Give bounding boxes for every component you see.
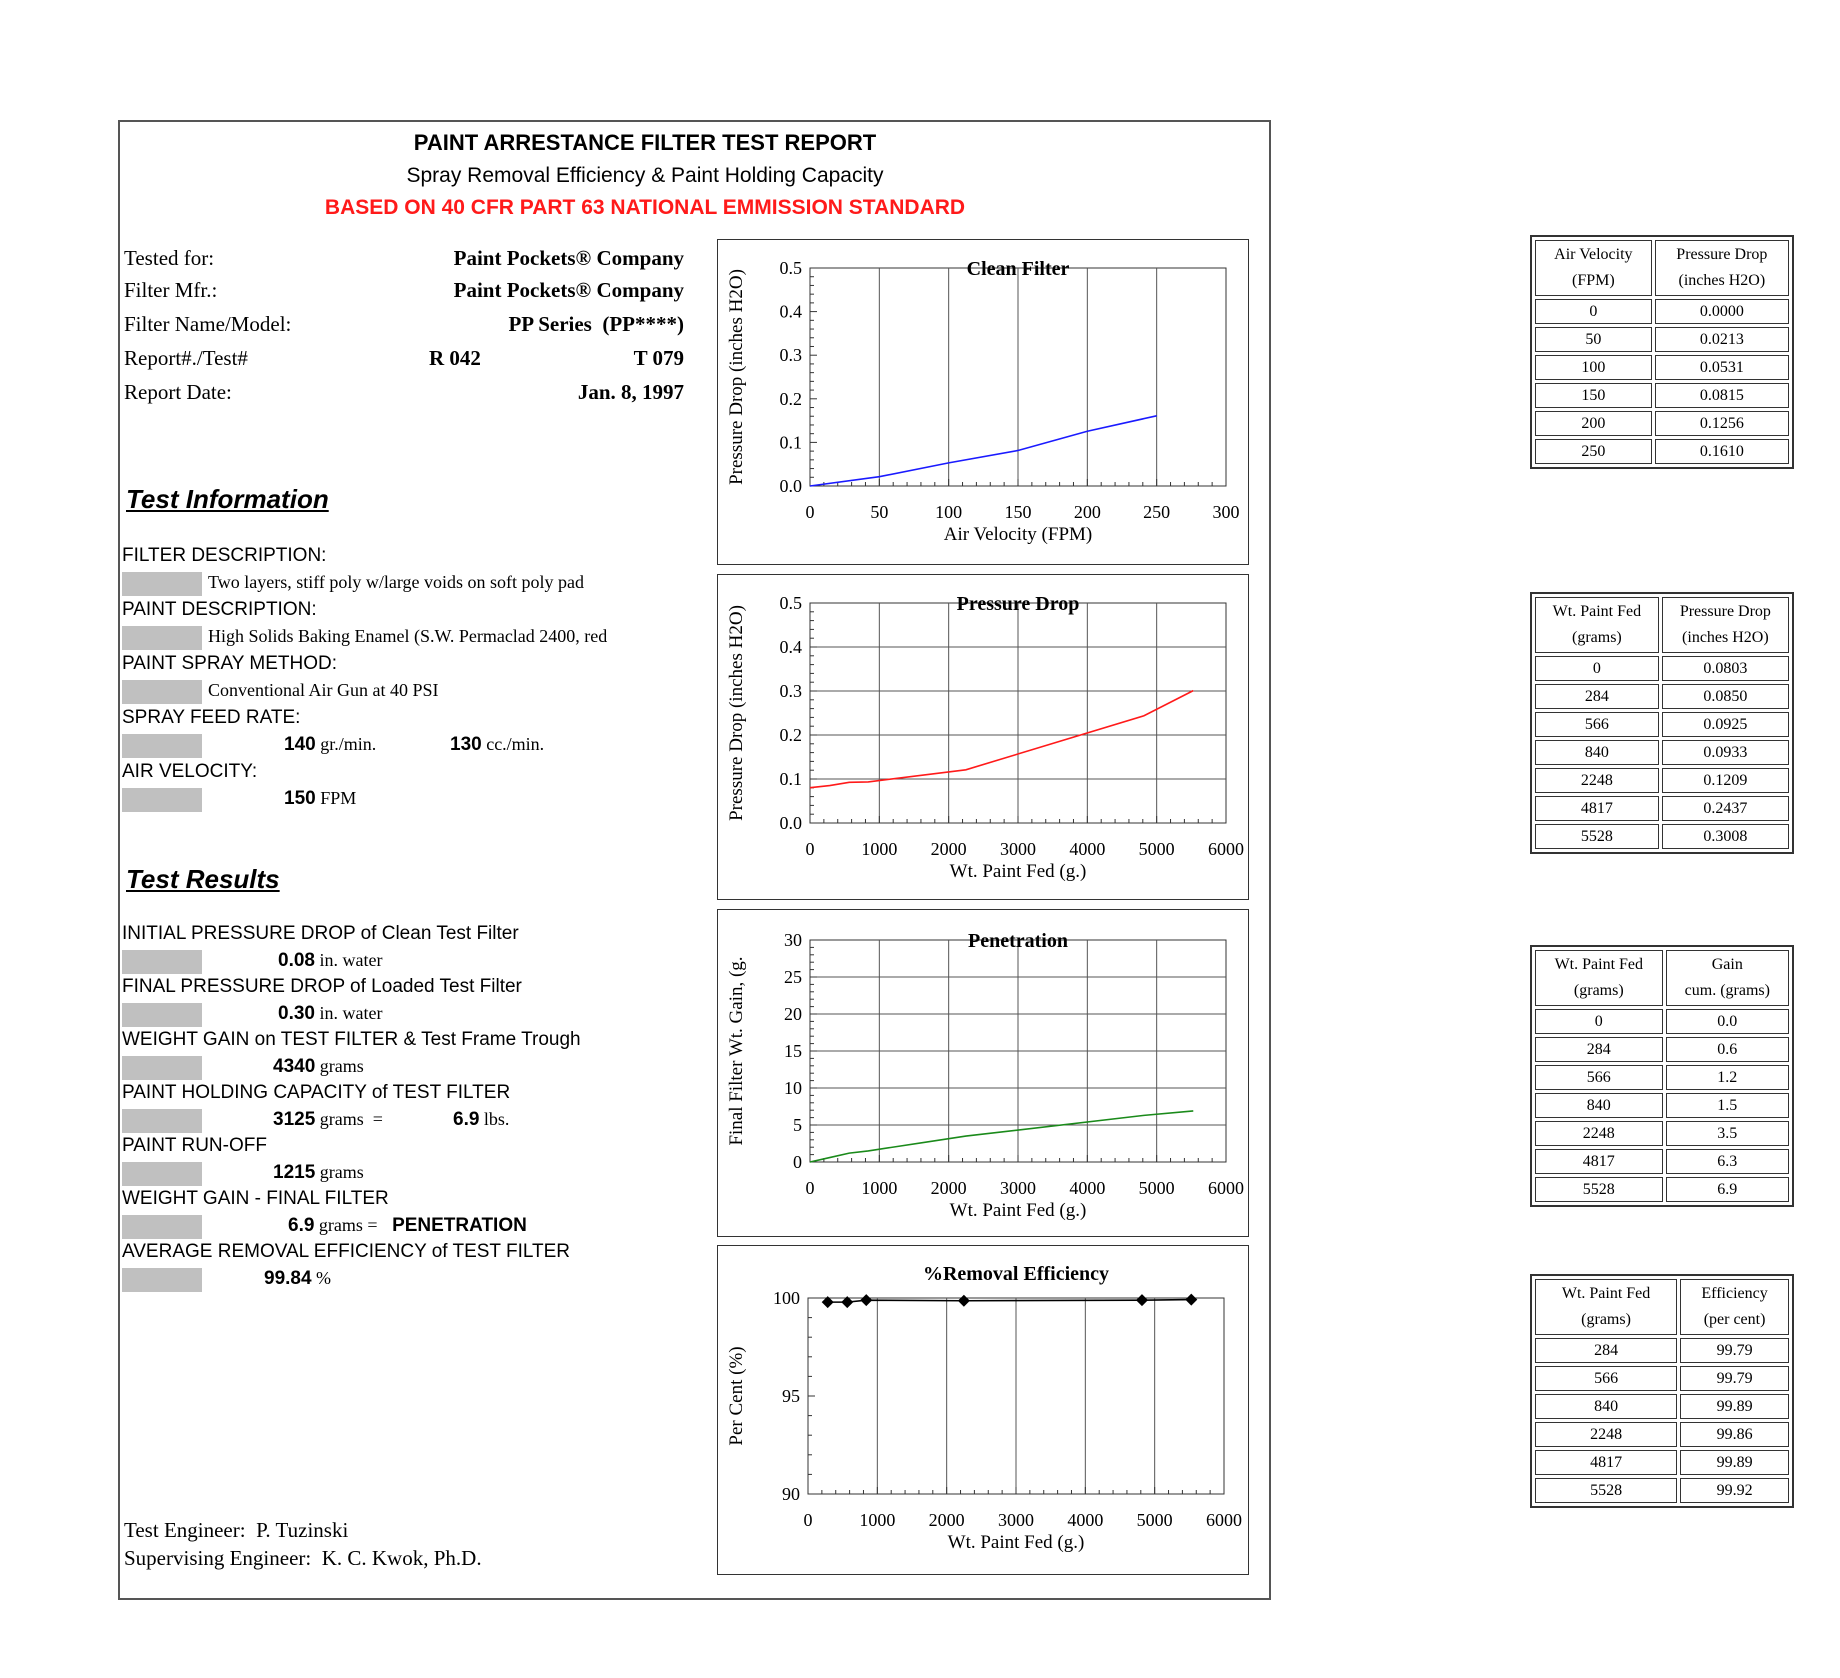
test-results-heading: Test Results [126,864,280,894]
weight-gain-value: 4340 [273,1056,316,1077]
table-cell: 840 [1535,740,1659,765]
tested-for-value: Paint Pockets® Company [453,246,684,270]
table-cell: 1.5 [1666,1093,1789,1118]
clean-filter-table [1530,235,1794,469]
grey-cell [122,734,202,758]
table-row [1535,383,1789,408]
spray-method-label: PAINT SPRAY METHOD: [122,653,338,674]
x-tick-label: 2000 [930,839,967,859]
grey-cell [122,788,202,812]
table-cell: 0 [1535,1009,1663,1034]
table-row [1535,796,1789,821]
y-axis-label: Pressure Drop (inches H2O) [726,605,747,821]
x-tick-label: 0 [805,839,815,859]
x-tick-label: 6000 [1206,1510,1242,1530]
chart-title: Clean Filter [966,258,1070,280]
y-tick-label: 0.1 [779,432,802,453]
air-velocity-label: AIR VELOCITY: [122,761,258,782]
grey-cell [122,626,202,650]
table-header-cell: Efficiency (per cent) [1680,1279,1789,1335]
tested-for-label: Tested for: [124,246,215,270]
report-subtitle: Spray Removal Efficiency & Paint Holding Capacity [406,164,884,187]
table-cell: 1.2 [1666,1065,1789,1090]
y-tick-label: 0.5 [779,593,802,613]
table-row [1535,439,1789,464]
grey-cell [122,1109,202,1133]
x-tick-label: 3000 [1000,1178,1036,1198]
tested-for-row [124,246,684,276]
filter-name-value: PP Series (PP****) [508,312,684,336]
x-tick-label: 5000 [1136,1510,1173,1530]
holding-capacity-lbs [453,1109,509,1131]
table-header-cell: Air Velocity (FPM) [1535,240,1652,296]
y-tick-label: 0.0 [779,813,802,833]
paint-description-value: High Solids Baking Enamel (S.W. Permaclad 2400, red [208,626,608,646]
efficiency-unit: % [316,1268,332,1288]
report-number-label: Report#./Test# [124,346,248,370]
initial-pressure [278,950,382,972]
y-tick-label: 0.3 [779,681,802,701]
y-tick-label: 0 [793,1152,802,1172]
y-axis-label: Final Filter Wt. Gain, (g. [726,956,747,1146]
table-cell: 0.2437 [1662,796,1789,821]
holding-capacity-unit: grams = [319,1109,383,1129]
paint-runoff-value: 1215 [273,1162,316,1183]
test-engineer-label: Test Engineer: [124,1518,246,1542]
table-cell: 99.79 [1680,1338,1789,1363]
x-axis-label: Wt. Paint Fed (g.) [947,1532,1085,1553]
paint-runoff [273,1162,364,1184]
efficiency-value: 99.84 [264,1268,312,1289]
table-header-cell: Wt. Paint Fed (grams) [1535,1279,1677,1335]
table-cell: 4817 [1535,796,1659,821]
test-report-sheet [118,120,1271,1600]
x-tick-label: 1000 [859,1510,896,1530]
table-cell: 0.0000 [1655,299,1789,324]
table-row [1535,1093,1789,1118]
feed-rate-cc [450,734,544,756]
table-cell: 840 [1535,1093,1663,1118]
report-number-row [124,346,684,376]
x-tick-label: 4000 [1067,1510,1104,1530]
grey-cell [122,572,202,596]
weight-gain-unit: grams [319,1056,364,1076]
table-cell: 200 [1535,411,1652,436]
supervising-engineer-label: Supervising Engineer: [124,1546,312,1570]
paint-description-label: PAINT DESCRIPTION: [122,599,317,620]
table-cell: 6.9 [1666,1177,1789,1202]
y-tick-label: 90 [782,1484,800,1504]
table-cell: 0.0 [1666,1009,1789,1034]
table-cell: 284 [1535,684,1659,709]
feed-rate-cc-unit: cc./min. [486,734,545,754]
table-cell: 6.3 [1666,1149,1789,1174]
gain-table [1530,945,1794,1207]
filter-description-value: Two layers, stiff poly w/large voids on soft poly pad [208,572,585,592]
x-axis-label: Air Velocity (FPM) [943,524,1093,545]
table-cell: 3.5 [1666,1121,1789,1146]
table-cell: 2248 [1535,1121,1663,1146]
air-velocity-unit: FPM [320,788,357,808]
x-tick-label: 4000 [1069,1178,1106,1198]
y-tick-label: 0.4 [779,301,802,322]
table-row [1535,712,1789,737]
table-cell: 0.6 [1666,1037,1789,1062]
y-tick-label: 20 [784,1004,802,1024]
x-tick-label: 300 [1212,502,1240,522]
chart-title: Pressure Drop [956,593,1080,615]
table-cell: 99.79 [1680,1366,1789,1391]
grey-cell [122,1215,202,1239]
x-tick-label: 2000 [930,1178,967,1198]
table-cell: 5528 [1535,824,1659,849]
filter-name-label: Filter Name/Model: [124,312,292,336]
x-tick-label: 3000 [1000,839,1036,859]
y-tick-label: 25 [784,967,802,987]
y-tick-label: 0.3 [779,345,802,366]
table-row [1535,1121,1789,1146]
table-row [1535,1422,1789,1447]
filter-name-row [124,312,684,342]
report-number-value: R 042 [429,346,481,370]
pressure-drop-table [1530,592,1794,854]
y-tick-label: 0.0 [779,476,802,496]
x-tick-label: 100 [935,502,963,522]
penetration-note: PENETRATION [392,1215,527,1236]
grey-cell [122,1162,202,1186]
report-date-row [124,380,684,410]
pressure-drop-chart [717,574,1249,900]
x-axis-label: Wt. Paint Fed (g.) [949,861,1087,882]
table-cell: 566 [1535,712,1659,737]
table-cell: 0.1256 [1655,411,1789,436]
table-cell: 150 [1535,383,1652,408]
table-row [1535,768,1789,793]
report-title: PAINT ARRESTANCE FILTER TEST REPORT [413,130,877,155]
holding-capacity [273,1109,383,1131]
removal-efficiency-chart [717,1245,1249,1575]
report-date-value: Jan. 8, 1997 [577,380,684,404]
feed-rate-gr-value: 140 [284,734,316,755]
table-cell: 0.0850 [1662,684,1789,709]
report-standard: BASED ON 40 CFR PART 63 NATIONAL EMMISSION STANDARD [324,196,966,219]
table-cell: 250 [1535,439,1652,464]
report-date-label: Report Date: [124,380,232,404]
grey-cell [122,950,202,974]
x-tick-label: 5000 [1138,839,1175,859]
feed-rate-gr-unit: gr./min. [320,734,377,754]
table-row [1535,1450,1789,1475]
table-cell: 0.0531 [1655,355,1789,380]
holding-capacity-lbs-value: 6.9 [453,1109,480,1130]
final-filter-label: WEIGHT GAIN - FINAL FILTER [122,1188,389,1209]
weight-gain-label: WEIGHT GAIN on TEST FILTER & Test Frame Trough [122,1029,581,1050]
weight-gain [273,1056,364,1078]
x-tick-label: 6000 [1208,839,1244,859]
grey-cell [122,1268,202,1292]
y-tick-label: 0.2 [779,388,802,409]
x-tick-label: 3000 [998,1510,1034,1530]
table-cell: 566 [1535,1065,1663,1090]
initial-pressure-value: 0.08 [278,950,315,971]
table-row [1535,1394,1789,1419]
supervising-engineer-name: K. C. Kwok, Ph.D. [321,1546,482,1570]
table-cell: 0.1209 [1662,768,1789,793]
table-row [1535,355,1789,380]
grey-cell [122,1056,202,1080]
table-row [1535,1366,1789,1391]
table-cell: 0.0933 [1662,740,1789,765]
test-engineer-name: P. Tuzinski [256,1518,349,1542]
x-tick-label: 2000 [928,1510,965,1530]
feed-rate-label: SPRAY FEED RATE: [122,707,301,728]
x-tick-label: 250 [1143,502,1171,522]
clean-filter-plot [718,240,1250,566]
table-cell: 100 [1535,355,1652,380]
table-cell: 0 [1535,656,1659,681]
removal-efficiency-plot [718,1246,1250,1576]
y-tick-label: 30 [784,930,802,950]
table-cell: 99.86 [1680,1422,1789,1447]
feed-rate-grams [284,734,376,756]
table-header-cell: Pressure Drop (inches H2O) [1655,240,1789,296]
y-tick-label: 0.4 [779,637,802,657]
table-row [1535,1177,1789,1202]
table-cell: 0.0213 [1655,327,1789,352]
penetration-chart [717,909,1249,1237]
table-row [1535,740,1789,765]
table-header-cell: Gain cum. (grams) [1666,950,1789,1006]
table-header-cell: Wt. Paint Fed (grams) [1535,950,1663,1006]
initial-pressure-unit: in. water [319,950,383,970]
table-cell: 566 [1535,1366,1677,1391]
air-velocity [284,788,356,810]
x-tick-label: 1000 [861,1178,898,1198]
table-row [1535,684,1789,709]
table-header-row [1535,597,1789,653]
table-header-row [1535,950,1789,1006]
x-tick-label: 200 [1073,502,1101,522]
x-tick-label: 4000 [1069,839,1106,859]
y-tick-label: 15 [784,1041,802,1061]
final-pressure-value: 0.30 [278,1003,315,1024]
x-tick-label: 50 [870,502,889,522]
efficiency-label: AVERAGE REMOVAL EFFICIENCY of TEST FILTER [122,1241,571,1262]
filter-mfr-value: Paint Pockets® Company [453,278,684,302]
x-axis-label: Wt. Paint Fed (g.) [949,1200,1087,1221]
filter-mfr-label: Filter Mfr.: [124,278,218,302]
test-number-value: T 079 [633,346,684,370]
table-row [1535,1149,1789,1174]
test-information-heading: Test Information [126,484,329,514]
table-cell: 840 [1535,1394,1677,1419]
grey-cell [122,1003,202,1027]
table-header-cell: Wt. Paint Fed (grams) [1535,597,1659,653]
table-cell: 0 [1535,299,1652,324]
y-axis-label: Pressure Drop (inches H2O) [726,269,747,485]
test-engineer [124,1518,348,1543]
table-cell: 4817 [1535,1149,1663,1174]
table-row [1535,1065,1789,1090]
filter-mfr-row [124,278,684,308]
paint-runoff-label: PAINT RUN-OFF [122,1135,267,1156]
table-cell: 284 [1535,1338,1677,1363]
efficiency [264,1268,331,1290]
grey-cell [122,680,202,704]
y-tick-label: 0.1 [779,769,802,789]
table-header-row [1535,240,1789,296]
final-pressure [278,1003,382,1025]
table-row [1535,656,1789,681]
supervising-engineer [124,1546,482,1571]
table-cell: 4817 [1535,1450,1677,1475]
table-cell: 2248 [1535,768,1659,793]
final-filter-gain [288,1215,527,1237]
final-filter-unit: grams = [318,1215,378,1235]
x-tick-label: 1000 [861,839,898,859]
y-tick-label: 100 [773,1288,800,1308]
table-row [1535,411,1789,436]
paint-runoff-unit: grams [319,1162,364,1182]
holding-capacity-lbs-unit: lbs. [483,1109,510,1129]
table-cell: 99.89 [1680,1394,1789,1419]
y-tick-label: 0.5 [779,258,802,278]
clean-filter-chart [717,239,1249,565]
table-row [1535,824,1789,849]
penetration-plot [718,910,1250,1238]
y-tick-label: 10 [784,1078,802,1098]
table-cell: 50 [1535,327,1652,352]
x-tick-label: 6000 [1208,1178,1244,1198]
x-tick-label: 150 [1004,502,1032,522]
efficiency-table [1530,1274,1794,1508]
table-cell: 5528 [1535,1177,1663,1202]
table-row [1535,1478,1789,1503]
final-filter-value: 6.9 [288,1215,315,1236]
holding-capacity-label: PAINT HOLDING CAPACITY of TEST FILTER [122,1082,511,1103]
table-cell: 0.0815 [1655,383,1789,408]
table-cell: 0.0925 [1662,712,1789,737]
chart-title: %Removal Efficiency [922,1263,1110,1285]
y-axis-label: Per Cent (%) [726,1346,747,1446]
table-row [1535,1037,1789,1062]
initial-pressure-label: INITIAL PRESSURE DROP of Clean Test Filter [122,923,519,944]
table-cell: 5528 [1535,1478,1677,1503]
table-cell: 0.1610 [1655,439,1789,464]
table-header-cell: Pressure Drop (inches H2O) [1662,597,1789,653]
table-cell: 2248 [1535,1422,1677,1447]
x-tick-label: 5000 [1138,1178,1175,1198]
final-pressure-unit: in. water [319,1003,383,1023]
y-tick-label: 95 [782,1386,800,1406]
spray-method-value: Conventional Air Gun at 40 PSI [208,680,439,700]
x-tick-label: 0 [805,502,815,522]
y-tick-label: 5 [793,1115,802,1135]
y-tick-label: 0.2 [779,725,802,745]
x-tick-label: 0 [803,1510,813,1530]
filter-description-label: FILTER DESCRIPTION: [122,545,327,566]
table-row [1535,327,1789,352]
air-velocity-value: 150 [284,788,316,809]
final-pressure-label: FINAL PRESSURE DROP of Loaded Test Filter [122,976,522,997]
feed-rate-cc-value: 130 [450,734,482,755]
table-cell: 0.3008 [1662,824,1789,849]
x-tick-label: 0 [805,1178,815,1198]
table-cell: 284 [1535,1037,1663,1062]
table-cell: 99.92 [1680,1478,1789,1503]
holding-capacity-value: 3125 [273,1109,316,1130]
table-row [1535,1338,1789,1363]
table-cell: 0.0803 [1662,656,1789,681]
pressure-drop-plot [718,575,1250,901]
table-row [1535,1009,1789,1034]
table-header-row [1535,1279,1789,1335]
chart-title: Penetration [968,930,1068,952]
table-cell: 99.89 [1680,1450,1789,1475]
table-row [1535,299,1789,324]
